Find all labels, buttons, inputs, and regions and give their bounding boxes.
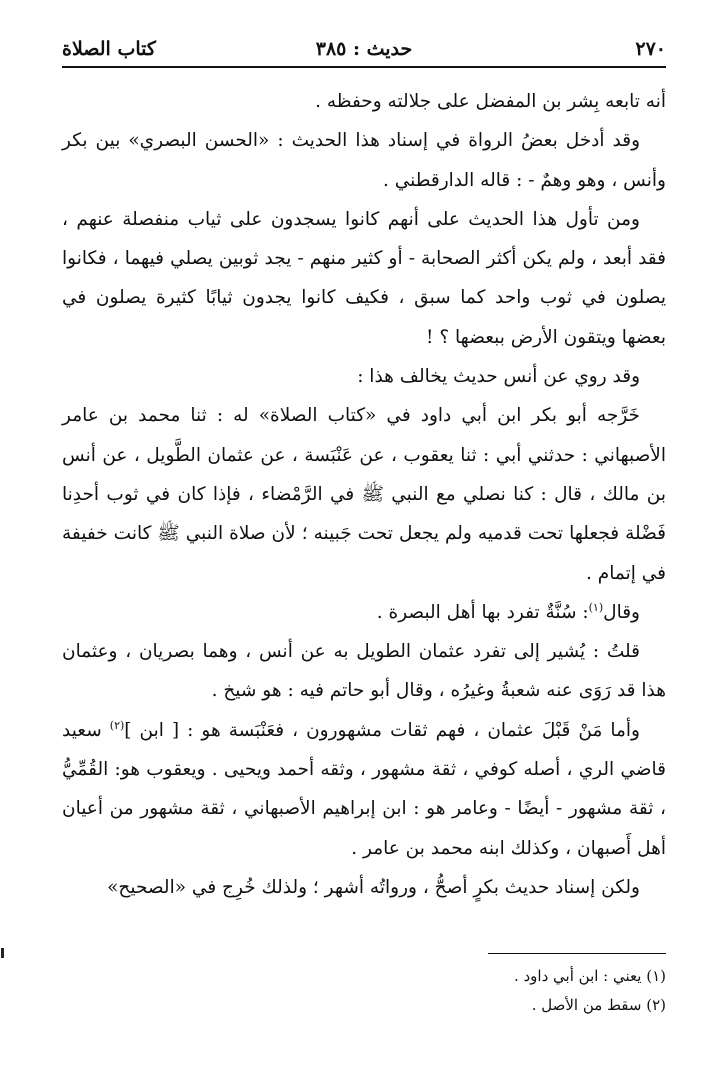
paragraph: وقد أدخل بعضُ الرواة في إسناد هذا الحديث : «الحسن البصري» بين بكر وأنس ، وهو وهمٌ - : قاله الدارقطني . [62, 130, 666, 191]
paragraph: خَرَّجه أبو بكر ابن أبي داود في «كتاب الصلاة» له : ثنا محمد بن عامر الأصبهاني : حدثني أبي : ثنا يعقوب ، عن عَنْبَسة ، عن عثمان الطَّويل ، عن أنس بن مالك ، قال : كنا نصلي مع النبي ﷺ في الرَّمْضاء ، فإذا كان في ثوب أحدِنا فَضْلة فجعلها تحت قدميه ولم يجعل تحت جَبينه ؛ لأن صلاة النبي ﷺ كانت خفيفة في إتمام . [62, 405, 666, 584]
qala-text: سُنَّةٌ تفرد بها أهل البصرة . [376, 601, 577, 623]
amma-continuation: سعيد قاضي الري ، أصله كوفي ، ثقة مشهور ، وثقه أحمد ويحيى . ويعقوب هو: القُمِّيُّ ، ثقة مشهور - أيضًا - وعامر هو : ابن إبراهيم الأصبهاني ، ثقة مشهور من أعيان أهل أَصبهان ، وكذلك ابنه محمد بن عامر . [62, 719, 666, 859]
paragraph: ومن تأول هذا الحديث على أنهم كانوا يسجدون على ثياب منفصلة عنهم ، فقد أبعد ، ولم يكن أكثر الصحابة - أو كثير منهم - يجد ثوبين يصلي فيهما ، فكانوا يصلون في ثوب واحد كما سبق ، فكيف كانوا يجدون ثيابًا كثيرة يصلون في بعضها ويتقون الأرض ببعضها ؟ ! [62, 208, 666, 348]
amma-text: وأما مَنْ قَبْلَ عثمان ، فهم ثقات مشهورون ، فعَنْبَسة هو : [ ابن ] [124, 719, 640, 741]
footnote-ref: (٢) [109, 718, 125, 732]
footnotes [62, 962, 666, 1020]
book-title: كتاب الصلاة [62, 38, 156, 60]
paragraph: ولكن إسناد حديث بكرٍ أصحُّ ، ورواتُه أشهر ؛ ولذلك خُرِج في «الصحيح» [107, 876, 640, 898]
footnote-ref: (١) [588, 600, 604, 614]
page-number: ٢٧٠ [635, 38, 666, 60]
main-text [62, 82, 666, 907]
page-header [62, 36, 666, 68]
paragraph: قلتُ : يُشير إلى تفرد عثمان الطويل به عن أنس ، وهما بصريان ، وعثمان هذا قد رَوَى عنه شعبةُ وغيرُه ، وقال أبو حاتم فيه : هو شيخ . [62, 641, 666, 702]
footnote: (٢) سقط من الأصل . [531, 996, 666, 1014]
footnote-separator [488, 953, 666, 954]
paragraph: أنه تابعه بِشر بن المفضل على جلالته وحفظه . [315, 91, 666, 112]
book-page [62, 36, 666, 1036]
paragraph: وقال$^{(١)}$: سُنَّةٌ تفرد بها أهل البصرة . [376, 600, 640, 623]
scan-edge-mark [1, 948, 4, 958]
footnote: (١) يعني : ابن أبي داود . [513, 967, 666, 985]
paragraph: وقد روي عن أنس حديث يخالف هذا : [357, 366, 640, 388]
hadith-number: حديث : ٣٨٥ [315, 38, 413, 60]
paragraph [62, 711, 666, 868]
qala-word: وقال [603, 601, 640, 623]
